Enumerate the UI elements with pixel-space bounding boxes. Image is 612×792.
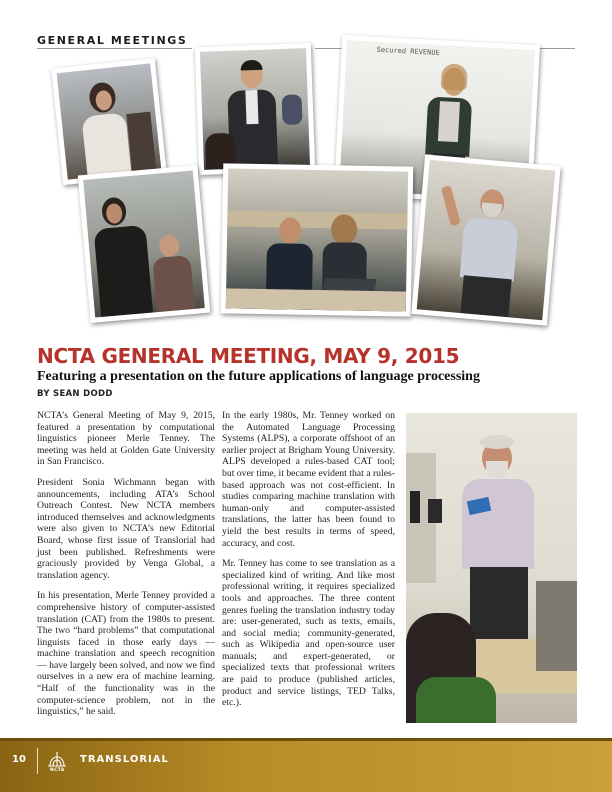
footer-separator bbox=[37, 748, 38, 774]
photo-woman-dark-hair bbox=[51, 58, 167, 185]
photo-man-gesturing bbox=[411, 154, 560, 325]
page-number: 10 bbox=[12, 754, 26, 765]
article-column-2 bbox=[222, 410, 395, 718]
section-rule-left bbox=[37, 48, 192, 49]
paragraph: NCTA’s General Meeting of May 9, 2015, featured a presentation by computational linguistics pioneer Merle Tenney. The meeting was held at Golden Gate University in San Francisco. bbox=[37, 410, 215, 468]
paragraph: In the early 1980s, Mr. Tenney worked on the Automated Language Processing Systems (ALPS), a corporate offshoot of an earlier project at Brigham Young University. ALPS developed a rules-based CAT tool; but over time, it became evident that a rules-based approach was not cost-efficient. In studies comparing machine translation with human-only and computer-assisted translations, the latter has been found to yield the best results in terms of speed, accuracy, and cost. bbox=[222, 410, 395, 549]
photo-laptop-group bbox=[221, 163, 414, 316]
article-title: NCTA GENERAL MEETING, MAY 9, 2015 bbox=[37, 344, 460, 368]
section-heading: GENERAL MEETINGS bbox=[37, 34, 188, 47]
article-column-1 bbox=[37, 410, 215, 727]
publication-name: TRANSLORIAL bbox=[80, 754, 169, 765]
whiteboard-text: Secured REVENUE bbox=[376, 45, 440, 58]
photo-women-seated bbox=[78, 165, 210, 323]
article-byline: BY SEAN DODD bbox=[37, 389, 113, 399]
page-footer bbox=[0, 738, 612, 792]
article-subtitle: Featuring a presentation on the future applications of language processing bbox=[37, 369, 480, 384]
photo-speaker-presenting bbox=[406, 413, 577, 723]
paragraph: President Sonia Wichmann began with announcements, including ATA’s School Outreach Contest. New NCTA members introduced themselves and acknowledgments were also given to NCTA’s new Editorial Board, whose first issue of Translorial had just been published. Refreshments were graciously provided by Venga Global, a translation agency. bbox=[37, 476, 215, 581]
logo-text: NCTA bbox=[50, 768, 65, 773]
paragraph: Mr. Tenney has come to see translation as a specialized kind of writing. And like most professional writing, it requires specialized tools and approaches. The three content genres fueling the translation industry today are: user-generated, such as texts, emails, and social media; community-generated, such as Wikipedia and open-source user manuals; and expert-generated, or specialized texts that professional writers are paid to produce (published articles, product and service listings, TED Talks, etc.). bbox=[222, 558, 395, 709]
footer-stripe bbox=[0, 738, 612, 741]
photo-man-glasses bbox=[195, 43, 315, 175]
paragraph: In his presentation, Merle Tenney provided a comprehensive history of computer-assisted translation (CAT) from the 1980s to present. The two “hard problems” that computational linguists faced in those early days — machine translation and speech recognition — have largely been solved, and now we find ourselves in a new era of machine learning. “Half of the functionality was in the computer-science problem, not in the linguistics,” he said. bbox=[37, 590, 215, 718]
